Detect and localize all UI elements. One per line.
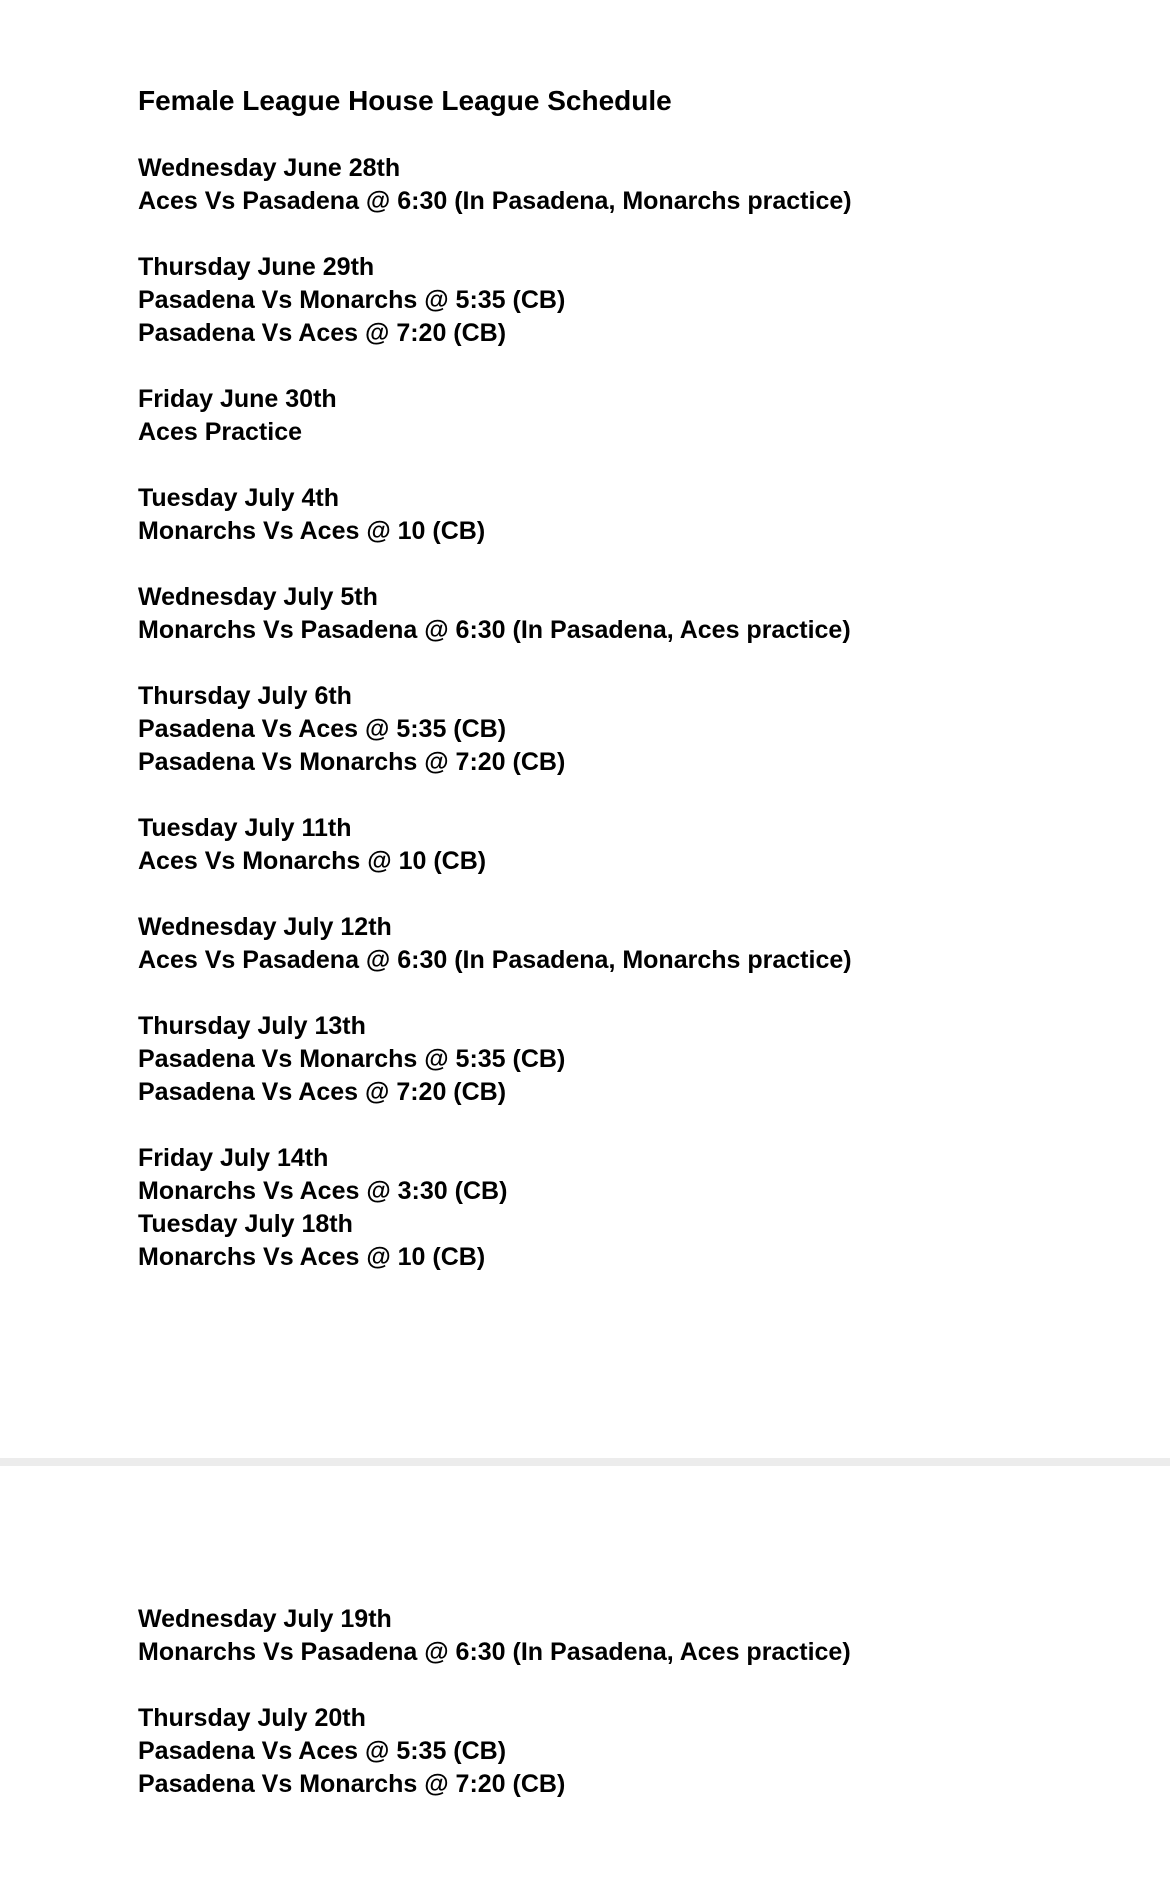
day-date: Thursday July 13th	[138, 1012, 366, 1040]
game-entry: Pasadena Vs Aces @ 5:35 (CB)	[138, 1737, 507, 1765]
game-entry: Aces Vs Pasadena @ 6:30 (In Pasadena, Monarchs practice)	[138, 187, 852, 215]
page-break-divider	[0, 1458, 1170, 1466]
game-entry: Aces Vs Pasadena @ 6:30 (In Pasadena, Monarchs practice)	[138, 946, 852, 974]
schedule-day	[138, 383, 852, 449]
game-entry: Monarchs Vs Aces @ 10 (CB)	[138, 517, 486, 545]
schedule-day	[138, 581, 852, 647]
day-date: Thursday June 29th	[138, 253, 375, 281]
day-date: Friday July 14th	[138, 1144, 329, 1172]
schedule-day	[138, 251, 852, 350]
game-entry: Monarchs Vs Aces @ 10 (CB)	[138, 1243, 486, 1271]
schedule-content-page-1	[138, 84, 852, 1274]
schedule-day	[138, 482, 852, 548]
day-date: Thursday July 20th	[138, 1704, 366, 1732]
game-entry: Monarchs Vs Pasadena @ 6:30 (In Pasadena, Aces practice)	[138, 1638, 851, 1666]
day-date: Wednesday July 5th	[138, 583, 378, 611]
schedule-day	[138, 1208, 852, 1274]
day-date: Tuesday July 4th	[138, 484, 339, 512]
schedule-day	[138, 1702, 851, 1801]
game-entry: Pasadena Vs Aces @ 7:20 (CB)	[138, 319, 507, 347]
day-date: Wednesday July 19th	[138, 1605, 392, 1633]
document-page-2	[0, 1466, 1170, 1882]
schedule-day	[138, 1142, 852, 1208]
schedule-day	[138, 1010, 852, 1109]
game-entry: Pasadena Vs Aces @ 5:35 (CB)	[138, 715, 507, 743]
document-title: Female League House League Schedule	[138, 85, 672, 116]
day-date: Tuesday July 11th	[138, 814, 352, 842]
game-entry: Monarchs Vs Pasadena @ 6:30 (In Pasadena, Aces practice)	[138, 616, 851, 644]
schedule-day	[138, 680, 852, 779]
day-date: Tuesday July 18th	[138, 1210, 353, 1238]
game-entry: Aces Vs Monarchs @ 10 (CB)	[138, 847, 487, 875]
game-entry: Aces Practice	[138, 418, 303, 446]
game-entry: Pasadena Vs Monarchs @ 5:35 (CB)	[138, 1045, 566, 1073]
game-entry: Monarchs Vs Aces @ 3:30 (CB)	[138, 1177, 508, 1205]
game-entry: Pasadena Vs Monarchs @ 7:20 (CB)	[138, 748, 566, 776]
game-entry: Pasadena Vs Monarchs @ 7:20 (CB)	[138, 1770, 566, 1798]
schedule-day	[138, 812, 852, 878]
schedule-day	[138, 911, 852, 977]
game-entry: Pasadena Vs Aces @ 7:20 (CB)	[138, 1078, 507, 1106]
schedule-content-page-2	[138, 1603, 851, 1834]
schedule-day	[138, 1603, 851, 1669]
day-date: Thursday July 6th	[138, 682, 352, 710]
game-entry: Pasadena Vs Monarchs @ 5:35 (CB)	[138, 286, 566, 314]
schedule-day	[138, 152, 852, 218]
day-date: Wednesday July 12th	[138, 913, 392, 941]
day-date: Wednesday June 28th	[138, 154, 401, 182]
day-date: Friday June 30th	[138, 385, 337, 413]
